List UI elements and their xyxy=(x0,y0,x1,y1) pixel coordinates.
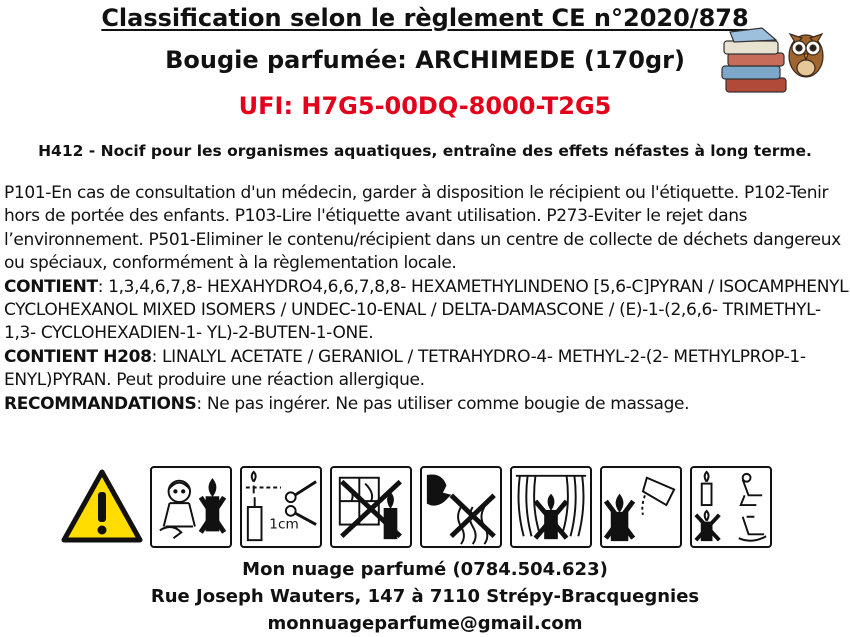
footer-email: monnuageparfume@gmail.com xyxy=(267,613,583,634)
no-curtains-icon xyxy=(510,466,592,548)
keep-away-children-icon xyxy=(150,466,232,548)
recommendations-label: RECOMMANDATIONS xyxy=(4,393,197,414)
cut-wick-icon xyxy=(240,466,322,548)
contains-h208-text: : LINALYL ACETATE / GERANIOL / TETRAHYDRO-4- METHYL-2-(2- METHYLPROP-1- ENYL)PYRAN. Peut produire une réaction allergique. xyxy=(4,346,806,391)
contains-h208-paragraph xyxy=(4,346,850,393)
no-inhale-icon xyxy=(420,466,502,548)
ufi-code: UFI: H7G5-00DQ-8000-T2G5 xyxy=(238,92,612,120)
contains-text: : 1,3,4,6,7,8- HEXAHYDRO4,6,6,7,8,8- HEXAMETHYLINDENO [5,6-C]PYRAN / ISOCAMPHENYL CYCLOHEXANOL MIXED ISOMERS / UNDEC-10-ENAL / DELTA-DAMASCONE / (E)-1-(2,6,6- TRIMETHYL-1,3- CYCLOHEXADIEN-1- YL)-2-BUTEN-1-ONE. xyxy=(4,276,849,344)
no-draft-icon xyxy=(330,466,412,548)
contains-label: CONTIENT xyxy=(4,276,98,297)
document-title: Classification selon le règlement CE n°2020/878 xyxy=(101,4,749,32)
cut-length-label: 1cm xyxy=(269,516,299,533)
no-unattended-icon xyxy=(690,466,772,548)
footer-company: Mon nuage parfumé (0784.504.623) xyxy=(242,559,608,580)
no-water-icon xyxy=(600,466,682,548)
footer-address: Rue Joseph Wauters, 147 à 7110 Strépy-Bracquegnies xyxy=(150,586,700,607)
product-name: Bougie parfumée: ARCHIMEDE (170gr) xyxy=(165,46,685,74)
books-owl-logo xyxy=(720,20,828,100)
recommendations-paragraph xyxy=(4,393,850,416)
precautionary-statements: P101-En cas de consultation d'un médecin, garder à disposition le récipient ou l'étiquette. P102-Tenir hors de portée des enfants. P103-Lire l'étiquette avant utilisation. P273-Eviter le rejet dans l’environnement. P501-Eliminer le contenu/récipient dans un centre de collecte de déchets dangereux ou spéciaux, conformément à la règlementation locale. xyxy=(4,183,841,274)
recommendations-text: : Ne pas ingérer. Ne pas utiliser comme bougie de massage. xyxy=(196,393,690,414)
warning-triangle-icon xyxy=(60,468,144,544)
contains-h208-label: CONTIENT H208 xyxy=(4,346,152,367)
contains-paragraph xyxy=(4,276,850,346)
hazard-statement: H412 - Nocif pour les organismes aquatiques, entraîne des effets néfastes à long terme. xyxy=(38,142,812,160)
label-body xyxy=(4,182,850,416)
